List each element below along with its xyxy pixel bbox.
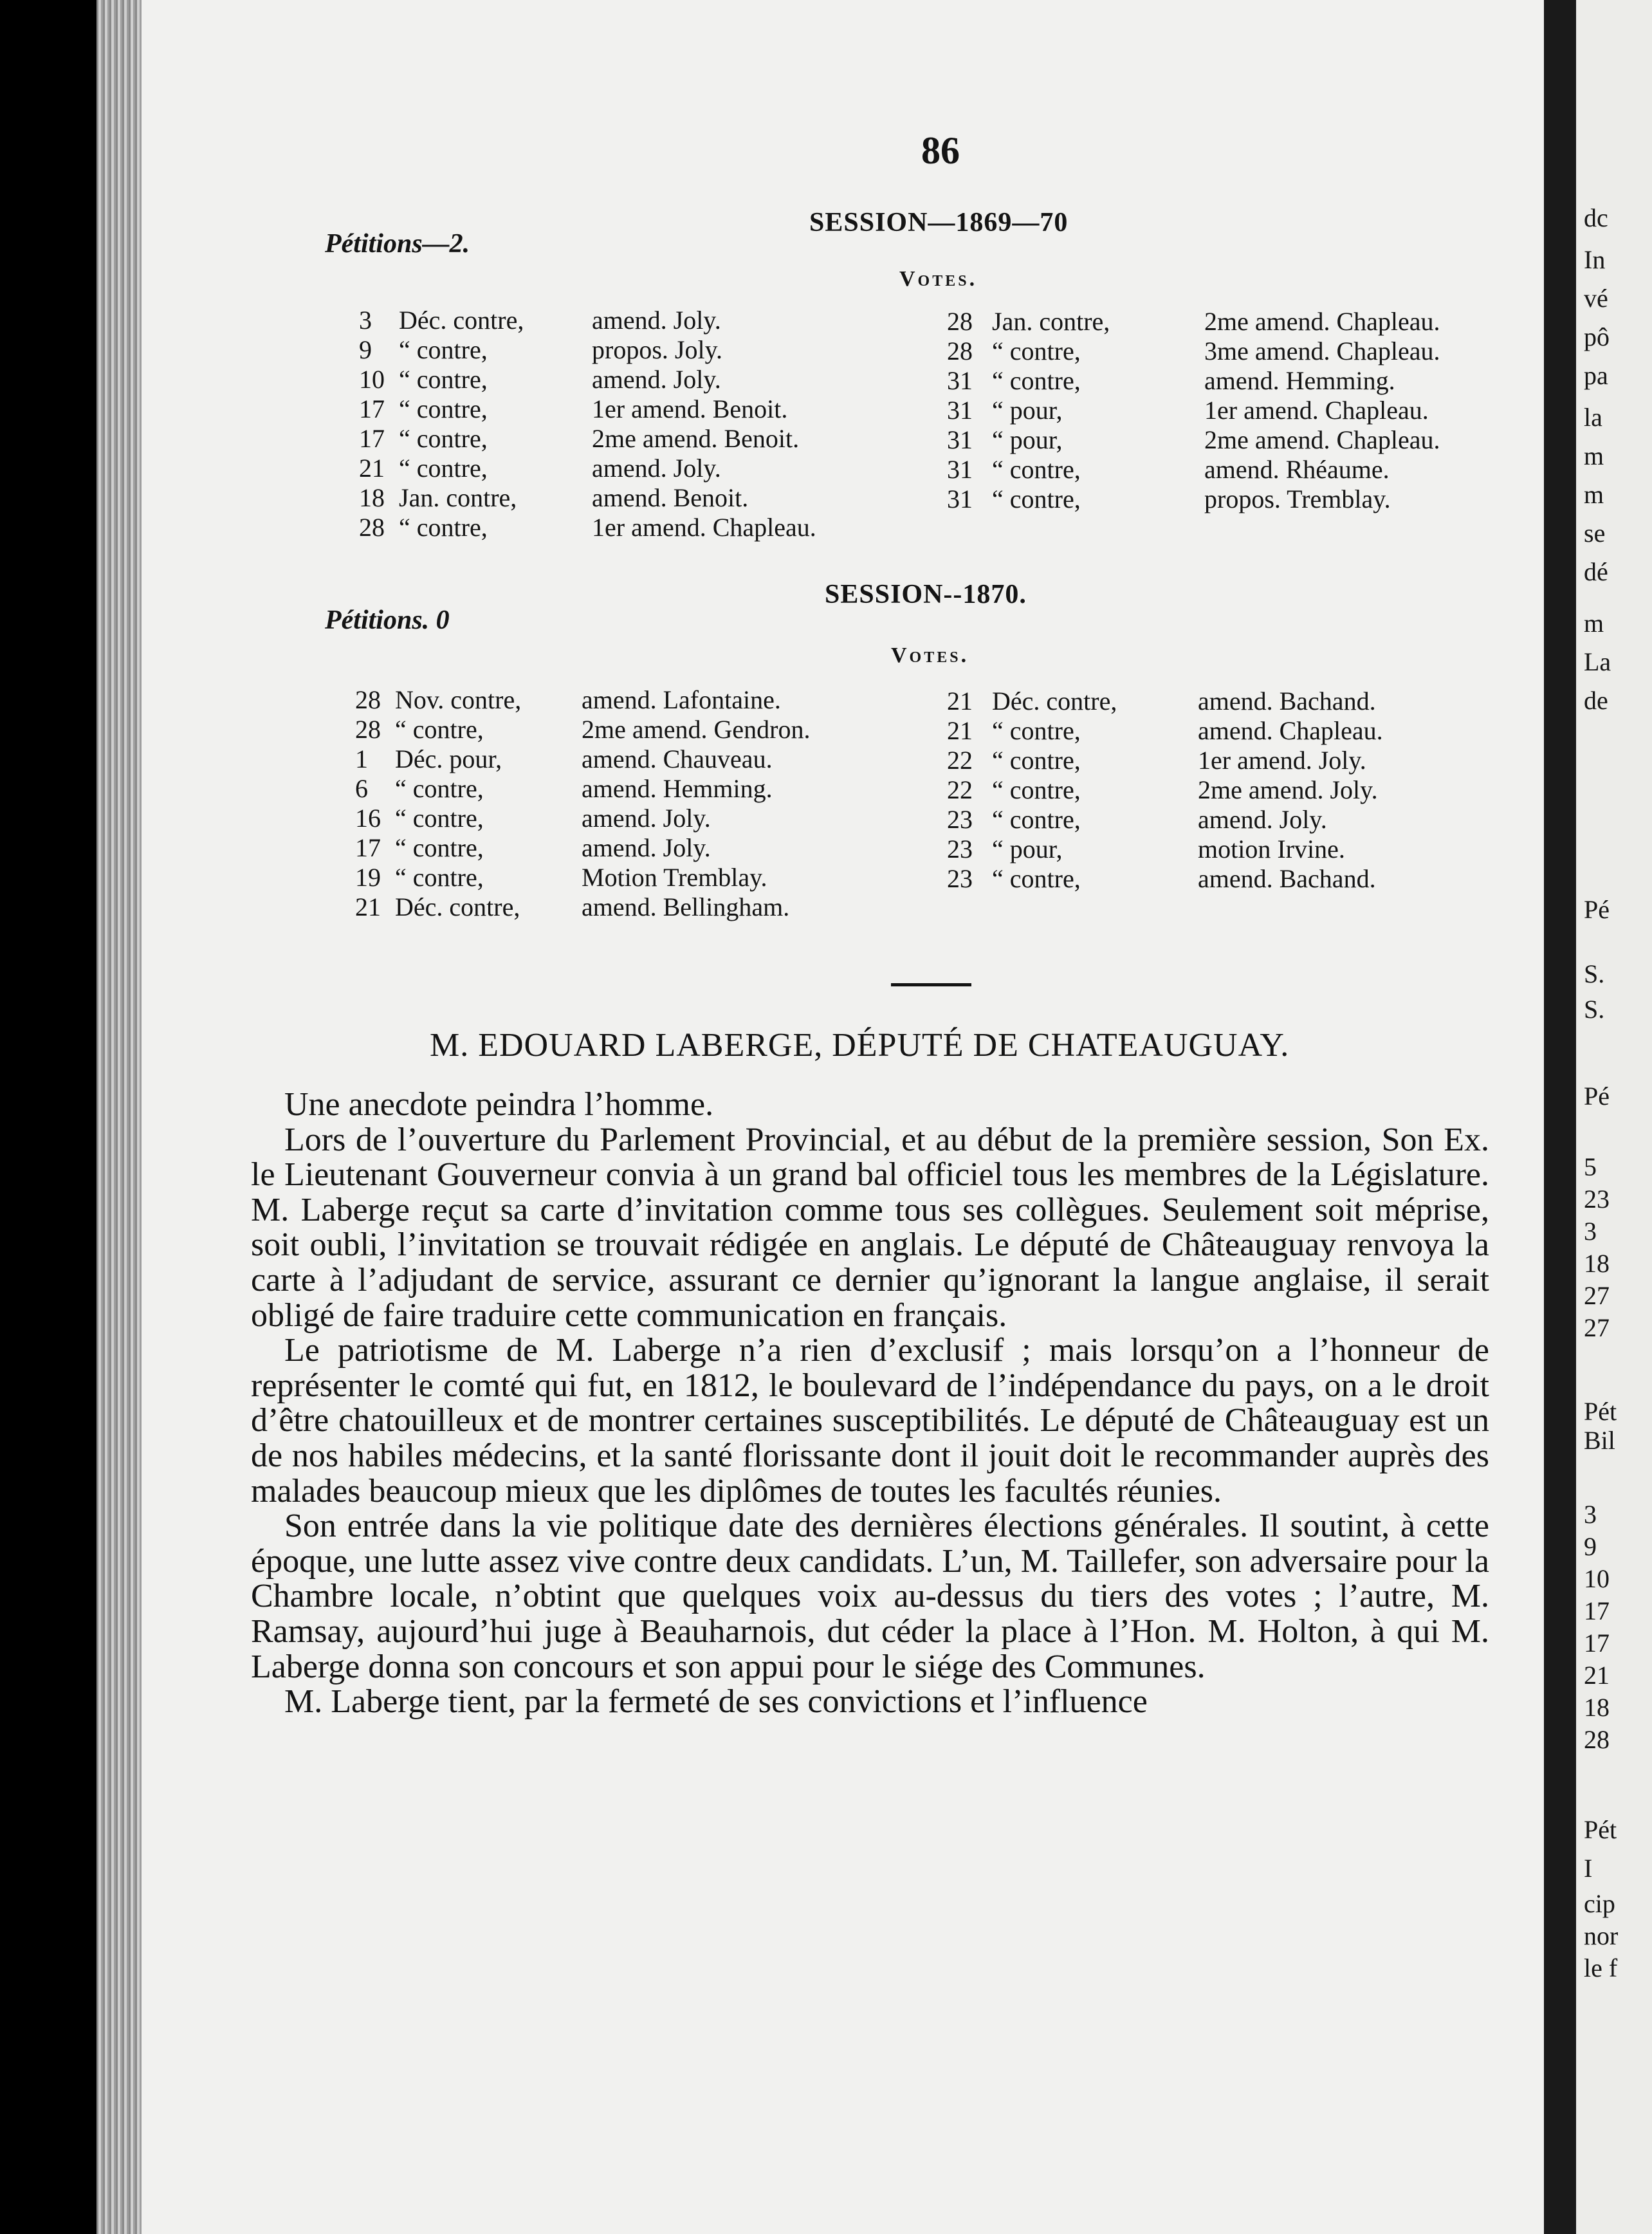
vote-day: 19 bbox=[355, 863, 381, 892]
vote-day: 10 bbox=[359, 365, 385, 394]
session-title-1869-70: SESSION—1869—70 bbox=[809, 208, 1069, 237]
adjacent-page-text: Bil bbox=[1584, 1426, 1615, 1455]
vote-subject: amend. Joly. bbox=[582, 833, 711, 862]
vote-position: “ contre, bbox=[399, 513, 488, 542]
vote-day: 9 bbox=[359, 335, 372, 364]
vote-entry bbox=[355, 863, 916, 892]
vote-subject: 2me amend. Joly. bbox=[1198, 775, 1378, 804]
adjacent-page-text: 9 bbox=[1584, 1532, 1597, 1561]
paragraph: Le patriotisme de M. Laberge n’a rien d’exclusif ; mais lorsqu’on a l’honneur de représenter le comté qui fut, en 1812, le boulevard de l’indépendance du pays, on a le droit d’être chatouilleux et de montrer certaines susceptibilités. Le député de Châteauguay est un de nos habiles médecins, et la santé florissante dont il jouit doit le recommander auprès des malades beaucoup mieux que les diplômes de toutes les facultés réunies. bbox=[251, 1332, 1489, 1509]
adjacent-page-text: 27 bbox=[1584, 1313, 1610, 1342]
vote-day: 17 bbox=[359, 424, 385, 453]
adjacent-page-text: vé bbox=[1584, 284, 1608, 313]
adjacent-page-text: nor bbox=[1584, 1921, 1619, 1950]
vote-day: 21 bbox=[355, 892, 381, 921]
adjacent-page-text: la bbox=[1584, 403, 1602, 432]
adjacent-page-text: 23 bbox=[1584, 1185, 1610, 1214]
vote-subject: Motion Tremblay. bbox=[582, 863, 767, 892]
vote-position: “ contre, bbox=[399, 394, 488, 423]
adjacent-page-text: 5 bbox=[1584, 1152, 1597, 1181]
binding-gutter bbox=[1544, 0, 1576, 2234]
vote-day: 22 bbox=[947, 775, 973, 804]
paragraph: M. Laberge tient, par la fermeté de ses convictions et l’influence bbox=[284, 1683, 1148, 1721]
vote-subject: amend. Joly. bbox=[1198, 805, 1327, 834]
article-body bbox=[251, 1087, 1489, 1720]
vote-entry bbox=[947, 835, 1500, 864]
vote-subject: amend. Chauveau. bbox=[582, 744, 773, 773]
vote-day: 17 bbox=[355, 833, 381, 862]
vote-position: “ contre, bbox=[399, 424, 488, 453]
vote-position: “ contre, bbox=[395, 774, 484, 803]
adjacent-page-text: La bbox=[1584, 647, 1611, 676]
vote-subject: amend. Hemming. bbox=[582, 774, 773, 803]
votes-heading-1870: Votes. bbox=[891, 643, 969, 667]
vote-entry bbox=[359, 365, 926, 394]
petitions-count-1869-70: Pétitions—2. bbox=[325, 229, 470, 259]
section-divider bbox=[891, 983, 971, 986]
votes-heading-1869-70: Votes. bbox=[899, 267, 978, 291]
page-number: 86 bbox=[921, 129, 960, 172]
adjacent-page-text: pa bbox=[1584, 361, 1608, 390]
vote-subject: amend. Bachand. bbox=[1198, 687, 1376, 715]
adjacent-page-text: S. bbox=[1584, 959, 1605, 988]
vote-entry bbox=[359, 394, 926, 424]
vote-entry bbox=[947, 307, 1545, 337]
vote-entry bbox=[947, 425, 1545, 455]
vote-entry bbox=[947, 455, 1545, 485]
vote-entry bbox=[947, 337, 1545, 366]
vote-position: “ pour, bbox=[992, 396, 1063, 425]
vote-position: “ contre, bbox=[992, 337, 1081, 365]
vote-position: “ contre, bbox=[992, 775, 1081, 804]
vote-entry bbox=[947, 366, 1545, 396]
adjacent-page-text: I bbox=[1584, 1854, 1593, 1883]
adjacent-page-text: m bbox=[1584, 480, 1604, 509]
vote-position: Jan. contre, bbox=[399, 483, 517, 512]
vote-day: 23 bbox=[947, 805, 973, 834]
vote-position: “ contre, bbox=[399, 335, 488, 364]
vote-entry bbox=[359, 424, 926, 454]
vote-position: “ contre, bbox=[399, 454, 488, 483]
adjacent-page-text: Pé bbox=[1584, 895, 1610, 924]
paragraph: Son entrée dans la vie politique date des dernières élections générales. Il soutint, à cette époque, une lutte assez vive contre deux candidats. L’un, M. Taillefer, son adversaire pour la Chambre locale, n’obtint que quelques voix au-dessus du tiers des votes ; l’autre, M. Ramsay, aujourd’hui juge à Beauharnois, dut céder la place à l’Hon. M. Holton, à qui M. Laberge donna son concours et son appui pour le siége des Communes. bbox=[251, 1508, 1489, 1685]
vote-day: 21 bbox=[947, 687, 973, 715]
adjacent-page-text: se bbox=[1584, 519, 1606, 548]
vote-entry bbox=[947, 864, 1500, 894]
vote-position: “ contre, bbox=[992, 805, 1081, 834]
vote-subject: amend. Joly. bbox=[592, 306, 721, 335]
vote-subject: amend. Joly. bbox=[592, 365, 721, 394]
vote-position: “ contre, bbox=[395, 715, 484, 744]
adjacent-page-text: 3 bbox=[1584, 1217, 1597, 1246]
vote-position: Déc. contre, bbox=[395, 892, 520, 921]
vote-entry bbox=[947, 396, 1545, 425]
vote-entry bbox=[947, 775, 1500, 805]
vote-entry bbox=[355, 833, 916, 863]
vote-position: Déc. pour, bbox=[395, 744, 502, 773]
vote-day: 28 bbox=[947, 307, 973, 336]
vote-subject: amend. Hemming. bbox=[1204, 366, 1395, 395]
vote-day: 31 bbox=[947, 425, 973, 454]
votes-list-left-1870 bbox=[355, 685, 916, 922]
petitions-count-1870: Pétitions. 0 bbox=[325, 605, 450, 635]
adjacent-page-text: 18 bbox=[1584, 1693, 1610, 1722]
adjacent-page-text: 18 bbox=[1584, 1249, 1610, 1278]
vote-position: “ contre, bbox=[992, 864, 1081, 893]
vote-position: “ contre, bbox=[395, 804, 484, 833]
vote-day: 1 bbox=[355, 744, 368, 773]
adjacent-page-text: 17 bbox=[1584, 1629, 1610, 1657]
vote-day: 28 bbox=[355, 685, 381, 714]
adjacent-page-text: Pét bbox=[1584, 1815, 1617, 1844]
adjacent-page-text: pô bbox=[1584, 322, 1610, 351]
adjacent-page-text: cip bbox=[1584, 1889, 1615, 1918]
adjacent-page-text: m bbox=[1584, 609, 1604, 638]
vote-day: 28 bbox=[947, 337, 973, 365]
adjacent-page-text: m bbox=[1584, 441, 1604, 470]
vote-day: 31 bbox=[947, 455, 973, 484]
vote-subject: amend. Rhéaume. bbox=[1204, 455, 1390, 484]
vote-subject: amend. Joly. bbox=[592, 454, 721, 483]
vote-subject: 1er amend. Chapleau. bbox=[1204, 396, 1429, 425]
adjacent-page-text: dc bbox=[1584, 203, 1608, 232]
vote-position: “ contre, bbox=[992, 485, 1081, 513]
vote-position: Nov. contre, bbox=[395, 685, 522, 714]
vote-day: 3 bbox=[359, 306, 372, 335]
vote-position: Déc. contre, bbox=[399, 306, 524, 335]
adjacent-page-text: 21 bbox=[1584, 1661, 1610, 1690]
vote-position: Jan. contre, bbox=[992, 307, 1110, 336]
vote-entry bbox=[355, 774, 916, 804]
vote-entry bbox=[947, 485, 1545, 514]
adjacent-page-fragment bbox=[1576, 0, 1652, 2234]
vote-subject: 2me amend. Chapleau. bbox=[1204, 425, 1440, 454]
vote-entry bbox=[359, 306, 926, 335]
vote-entry bbox=[947, 687, 1500, 716]
vote-subject: amend. Lafontaine. bbox=[582, 685, 781, 714]
paragraph: Lors de l’ouverture du Parlement Provincial, et au début de la première session, Son Ex. le Lieutenant Gouverneur convia à un grand bal officiel tous les membres de la Législature. M. Laberge reçut sa carte d’invitation comme tous ses collègues. Seulement soit méprise, soit oubli, l’invitation se trouvait rédigée en anglais. Le député de Châteauguay renvoya la carte à l’adjudant de service, assurant ce dernier qu’ignorant la langue anglaise, il serait obligé de faire traduire cette communication en français. bbox=[251, 1121, 1489, 1334]
vote-position: “ contre, bbox=[399, 365, 488, 394]
vote-subject: 2me amend. Gendron. bbox=[582, 715, 811, 744]
adjacent-page-text: 27 bbox=[1584, 1281, 1610, 1310]
vote-position: “ contre, bbox=[395, 863, 484, 892]
vote-entry bbox=[359, 335, 926, 365]
adjacent-page-text: 10 bbox=[1584, 1564, 1610, 1593]
vote-entry bbox=[947, 716, 1500, 746]
vote-day: 21 bbox=[359, 454, 385, 483]
vote-subject: 1er amend. Joly. bbox=[1198, 746, 1366, 775]
vote-entry bbox=[947, 746, 1500, 775]
vote-subject: amend. Joly. bbox=[582, 804, 711, 833]
vote-day: 22 bbox=[947, 746, 973, 775]
adjacent-page-text: dé bbox=[1584, 557, 1608, 586]
vote-entry bbox=[359, 513, 926, 542]
vote-entry bbox=[355, 744, 916, 774]
adjacent-page-text: le f bbox=[1584, 1953, 1618, 1982]
adjacent-page-text: 28 bbox=[1584, 1725, 1610, 1754]
paragraph: Une anecdote peindra l’homme. bbox=[284, 1086, 714, 1123]
vote-entry bbox=[355, 685, 916, 715]
vote-day: 31 bbox=[947, 485, 973, 513]
vote-entry bbox=[947, 805, 1500, 835]
vote-position: “ contre, bbox=[992, 716, 1081, 745]
votes-list-left-1869-70 bbox=[359, 306, 926, 542]
vote-day: 6 bbox=[355, 774, 368, 803]
adjacent-page-text: 3 bbox=[1584, 1500, 1597, 1529]
adjacent-page-text: S. bbox=[1584, 995, 1605, 1024]
votes-list-right-1869-70 bbox=[947, 307, 1545, 514]
vote-subject: propos. Joly. bbox=[592, 335, 722, 364]
vote-subject: 1er amend. Benoit. bbox=[592, 394, 788, 423]
vote-subject: 3me amend. Chapleau. bbox=[1204, 337, 1440, 365]
vote-subject: amend. Chapleau. bbox=[1198, 716, 1383, 745]
vote-subject: 1er amend. Chapleau. bbox=[592, 513, 816, 542]
vote-position: “ pour, bbox=[992, 835, 1063, 863]
adjacent-page-text: Pé bbox=[1584, 1082, 1610, 1111]
adjacent-page-text: Pét bbox=[1584, 1397, 1617, 1426]
vote-position: “ contre, bbox=[992, 455, 1081, 484]
vote-entry bbox=[355, 892, 916, 922]
adjacent-page-text: de bbox=[1584, 686, 1608, 715]
vote-subject: amend. Benoit. bbox=[592, 483, 749, 512]
vote-day: 28 bbox=[355, 715, 381, 744]
vote-entry bbox=[355, 804, 916, 833]
vote-day: 21 bbox=[947, 716, 973, 745]
vote-entry bbox=[359, 483, 926, 513]
article-heading: M. EDOUARD LABERGE, DÉPUTÉ DE CHATEAUGUAY. bbox=[430, 1027, 1290, 1064]
vote-day: 18 bbox=[359, 483, 385, 512]
vote-day: 28 bbox=[359, 513, 385, 542]
vote-subject: amend. Bellingham. bbox=[582, 892, 790, 921]
vote-position: “ pour, bbox=[992, 425, 1063, 454]
vote-day: 23 bbox=[947, 835, 973, 863]
vote-day: 31 bbox=[947, 366, 973, 395]
vote-subject: 2me amend. Chapleau. bbox=[1204, 307, 1440, 336]
vote-entry bbox=[359, 454, 926, 483]
votes-list-right-1870 bbox=[947, 687, 1500, 894]
vote-position: Déc. contre, bbox=[992, 687, 1117, 715]
vote-subject: motion Irvine. bbox=[1198, 835, 1345, 863]
vote-day: 23 bbox=[947, 864, 973, 893]
vote-day: 17 bbox=[359, 394, 385, 423]
vote-entry bbox=[355, 715, 916, 744]
vote-subject: propos. Tremblay. bbox=[1204, 485, 1391, 513]
vote-subject: 2me amend. Benoit. bbox=[592, 424, 800, 453]
vote-position: “ contre, bbox=[992, 366, 1081, 395]
vote-position: “ contre, bbox=[395, 833, 484, 862]
page-edge-stack bbox=[96, 0, 142, 2234]
vote-subject: amend. Bachand. bbox=[1198, 864, 1376, 893]
vote-day: 31 bbox=[947, 396, 973, 425]
adjacent-page-text: 17 bbox=[1584, 1596, 1610, 1625]
vote-position: “ contre, bbox=[992, 746, 1081, 775]
adjacent-page-text: In bbox=[1584, 245, 1606, 274]
vote-day: 16 bbox=[355, 804, 381, 833]
session-title-1870: SESSION--1870. bbox=[825, 580, 1027, 609]
